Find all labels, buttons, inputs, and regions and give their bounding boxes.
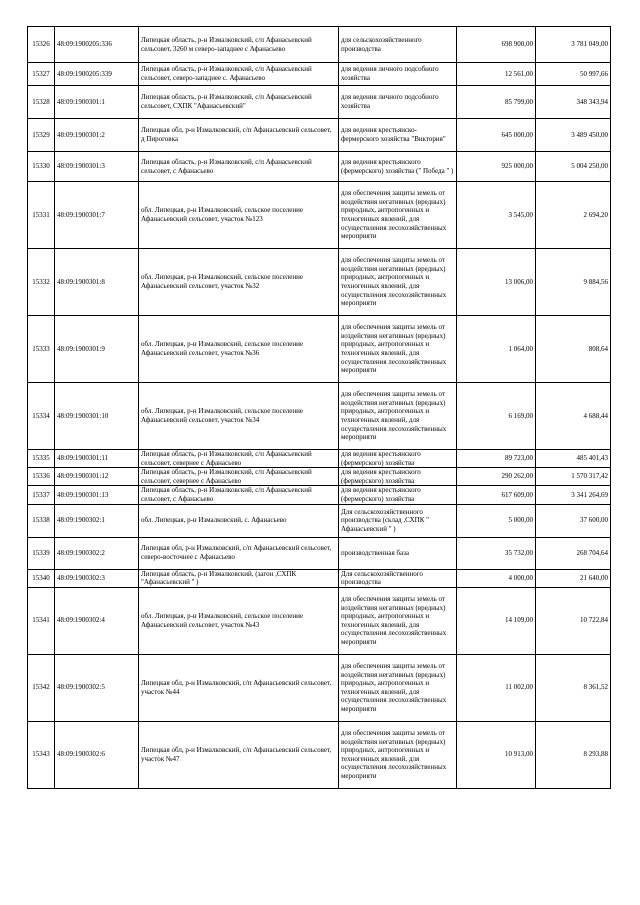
cost-cell: 3 489 450,00: [536, 119, 611, 152]
area-cell: 925 000,00: [457, 152, 536, 182]
cost-cell: 9 884,56: [536, 249, 611, 316]
cost-cell: 1 570 317,42: [536, 468, 611, 486]
cost-cell: 8 293,88: [536, 721, 611, 788]
area-cell: 35 732,00: [457, 537, 536, 569]
land-use-cell: Для сельскохозяйственного производства: [339, 569, 457, 587]
cost-cell: 268 704,64: [536, 537, 611, 569]
area-cell: 1 064,00: [457, 316, 536, 383]
table-row: [28, 383, 611, 450]
cost-cell: 50 997,66: [536, 63, 611, 86]
cost-cell: 485 401,43: [536, 450, 611, 468]
cadastral-number: 48:09:1900301:9: [55, 316, 139, 383]
cost-cell: 2 694,20: [536, 182, 611, 249]
cadastral-number: 48:09:1900301:13: [55, 486, 139, 504]
land-use-cell: Для сельскохозяйственного производства (склад ,СХПК " Афанасьевский " ): [339, 504, 457, 537]
address-cell: обл. Липецкая, р-н Измалковский, сельское поселение Афанасьевский сельсовет, участок №32: [139, 249, 339, 316]
cadastral-number: 48:09:1900302:6: [55, 721, 139, 788]
area-cell: 3 545,00: [457, 182, 536, 249]
area-cell: 89 723,00: [457, 450, 536, 468]
table-row: [28, 537, 611, 569]
cost-cell: 5 004 250,00: [536, 152, 611, 182]
cost-cell: 37 600,00: [536, 504, 611, 537]
cadastral-number: 48:09:1900302:5: [55, 654, 139, 721]
table-row: [28, 249, 611, 316]
land-use-cell: для обеспечения защиты земель от воздействия негативных (вредных) природных, антропогенных и техногенных явлений, для осуществления лесохозяйственных мероприяти: [339, 249, 457, 316]
cadastral-number: 48:09:1900301:12: [55, 468, 139, 486]
table-row: [28, 152, 611, 182]
table-row: [28, 86, 611, 119]
table-row: [28, 486, 611, 504]
area-cell: 85 799,00: [457, 86, 536, 119]
area-cell: 14 109,00: [457, 587, 536, 654]
row-number: 15341: [28, 587, 55, 654]
cadastral-number: 48:09:1900302:4: [55, 587, 139, 654]
land-use-cell: для ведения крестьянско-фермерского хозяйства "Виктория": [339, 119, 457, 152]
address-cell: Липецкая обл, р-н Измалковский, с/п Афанасьевский сельсовет, участок №47: [139, 721, 339, 788]
land-use-cell: для ведения личного подсобного хозяйства: [339, 63, 457, 86]
row-number: 15342: [28, 654, 55, 721]
land-use-cell: для обеспечения защиты земель от воздействия негативных (вредных) природных, антропогенных и техногенных явлений, для осуществления лесохозяйственных мероприяти: [339, 654, 457, 721]
area-cell: 13 006,00: [457, 249, 536, 316]
row-number: 15331: [28, 182, 55, 249]
cadastral-number: 48:09:1900302:1: [55, 504, 139, 537]
table-row: [28, 654, 611, 721]
row-number: 15334: [28, 383, 55, 450]
row-number: 15333: [28, 316, 55, 383]
row-number: 15328: [28, 86, 55, 119]
area-cell: 290 262,00: [457, 468, 536, 486]
cadastral-number: 48:09:1900301:3: [55, 152, 139, 182]
table-row: [28, 587, 611, 654]
land-use-cell: для ведения крестьянского (фермерского) хозяйства (" Победа " ): [339, 152, 457, 182]
address-cell: Липецкая область, р-н Измалковский, с/п Афанасьевский сельсовет, с Афанасьево: [139, 152, 339, 182]
cost-cell: 4 688,44: [536, 383, 611, 450]
cadastral-table: [27, 26, 611, 789]
address-cell: обл. Липецкая, р-н Измалковский, сельское поселение Афанасьевский сельсовет, участок №36: [139, 316, 339, 383]
cadastral-number: 48:09:1900301:7: [55, 182, 139, 249]
cost-cell: 808,64: [536, 316, 611, 383]
address-cell: обл. Липецкая, р-н Измалковский, сельское поселение Афанасьевский сельсовет, участок №43: [139, 587, 339, 654]
row-number: 15327: [28, 63, 55, 86]
land-use-cell: для ведения крестьянского (фермерского) хозяйства: [339, 450, 457, 468]
address-cell: Липецкая область, р-н Измалковский, с/п Афанасьевский сельсовет, севернее с Афанасьево: [139, 468, 339, 486]
table-row: [28, 182, 611, 249]
area-cell: 617 609,00: [457, 486, 536, 504]
table-row: [28, 468, 611, 486]
cadastral-number: 48:09:1900301:2: [55, 119, 139, 152]
land-use-cell: для обеспечения защиты земель от воздействия негативных (вредных) природных, антропогенных и техногенных явлений, для осуществления лесохозяйственных мероприяти: [339, 587, 457, 654]
row-number: 15332: [28, 249, 55, 316]
cost-cell: 3 781 049,00: [536, 27, 611, 63]
cadastral-number: 48:09:1900302:2: [55, 537, 139, 569]
cadastral-number: 48:09:1900301:1: [55, 86, 139, 119]
address-cell: обл. Липецкая, р-н Измалковский, сельское поселение Афанасьевский сельсовет, участок №123: [139, 182, 339, 249]
land-use-cell: для ведения личного подсобного хозяйства: [339, 86, 457, 119]
area-cell: 10 913,00: [457, 721, 536, 788]
land-use-cell: для обеспечения защиты земель от воздействия негативных (вредных) природных, антропогенных и техногенных явлений, для осуществления лесохозяйственных мероприяти: [339, 383, 457, 450]
cadastral-number: 48:09:1900205:336: [55, 27, 139, 63]
table-row: [28, 569, 611, 587]
row-number: 15329: [28, 119, 55, 152]
table-row: [28, 316, 611, 383]
table-row: [28, 63, 611, 86]
area-cell: 645 000,00: [457, 119, 536, 152]
address-cell: Липецкая обл, р-н Измалковский, с/п Афанасьевский сельсовет, д Пироговка: [139, 119, 339, 152]
address-cell: Липецкая область, р-н Измалковский, с/п Афанасьевский сельсовет, СХПК "Афанасьевский": [139, 86, 339, 119]
land-use-cell: для сельскохозяйственного производства: [339, 27, 457, 63]
cost-cell: 10 722,84: [536, 587, 611, 654]
row-number: 15339: [28, 537, 55, 569]
row-number: 15336: [28, 468, 55, 486]
row-number: 15337: [28, 486, 55, 504]
table-row: [28, 721, 611, 788]
table-row: [28, 27, 611, 63]
address-cell: Липецкая область, р-н Измалковский, с/п Афанасьевский сельсовет, 3260 м северо-западнее с Афанасьево: [139, 27, 339, 63]
row-number: 15343: [28, 721, 55, 788]
address-cell: Липецкая область, р-н Измалковский, (загон ,СХПК "Афанасьевский " ): [139, 569, 339, 587]
land-use-cell: для обеспечения защиты земель от воздействия негативных (вредных) природных, антропогенных и техногенных явлений, для осуществления лесохозяйственных мероприяти: [339, 721, 457, 788]
row-number: 15338: [28, 504, 55, 537]
cost-cell: 21 640,00: [536, 569, 611, 587]
table-row: [28, 119, 611, 152]
row-number: 15340: [28, 569, 55, 587]
cost-cell: 348 343,94: [536, 86, 611, 119]
table-body: [28, 27, 611, 789]
land-use-cell: для обеспечения защиты земель от воздействия негативных (вредных) природных, антропогенных и техногенных явлений, для осуществления лесохозяйственных мероприяти: [339, 182, 457, 249]
address-cell: Липецкая область, р-н Измалковский, с/п Афанасьевский сельсовет, северо-западнее с. Афанасьево: [139, 63, 339, 86]
area-cell: 6 169,00: [457, 383, 536, 450]
area-cell: 11 002,00: [457, 654, 536, 721]
land-use-cell: для ведения крестьянского (фермерского) хозяйства: [339, 486, 457, 504]
cadastral-number: 48:09:1900301:11: [55, 450, 139, 468]
cadastral-number: 48:09:1900301:10: [55, 383, 139, 450]
address-cell: Липецкая обл, р-н Измалковский, с/п Афанасьевский сельсовет, участок №44: [139, 654, 339, 721]
address-cell: Липецкая область, р-н Измалковский, с/п Афанасьевский сельсовет, с Афанасьево: [139, 486, 339, 504]
land-use-cell: для ведения крестьянского (фермерского) хозяйства: [339, 468, 457, 486]
address-cell: Липецкая область, р-н Измалковский, с/п Афанасьевский сельсовет, севернее с Афанасьево: [139, 450, 339, 468]
land-use-cell: производственная база: [339, 537, 457, 569]
address-cell: обл. Липецкая, р-н Измалковский, сельское поселение Афанасьевский сельсовет, участок №34: [139, 383, 339, 450]
cadastral-number: 48:09:1900301:8: [55, 249, 139, 316]
table-row: [28, 504, 611, 537]
row-number: 15335: [28, 450, 55, 468]
area-cell: 4 000,00: [457, 569, 536, 587]
land-use-cell: для обеспечения защиты земель от воздействия негативных (вредных) природных, антропогенных и техногенных явлений, для осуществления лесохозяйственных мероприяти: [339, 316, 457, 383]
address-cell: Липецкая обл, р-н Измалковский, с/п Афанасьевский сельсовет, северо-восточнее с Афанасьево: [139, 537, 339, 569]
address-cell: обл. Липецкая, р-н Измалковский, с. Афанасьево: [139, 504, 339, 537]
cadastral-number: 48:09:1900302:3: [55, 569, 139, 587]
area-cell: 12 561,00: [457, 63, 536, 86]
area-cell: 698 900,00: [457, 27, 536, 63]
cadastral-number: 48:09:1900205:339: [55, 63, 139, 86]
row-number: 15330: [28, 152, 55, 182]
table-row: [28, 450, 611, 468]
cost-cell: 8 361,52: [536, 654, 611, 721]
area-cell: 5 000,00: [457, 504, 536, 537]
row-number: 15326: [28, 27, 55, 63]
cost-cell: 3 341 264,69: [536, 486, 611, 504]
